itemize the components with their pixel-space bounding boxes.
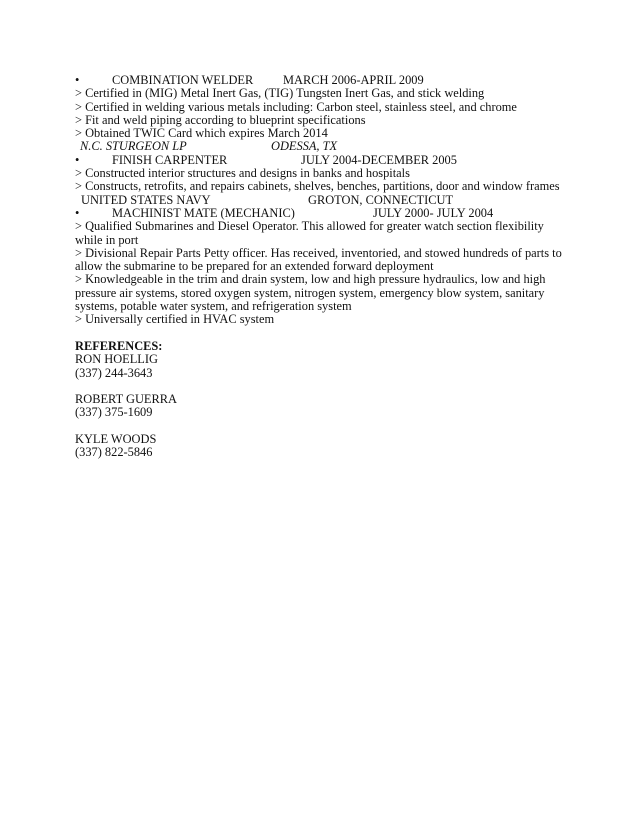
employer-line [75, 140, 565, 153]
employer-line [75, 194, 565, 207]
reference-phone: (337) 244-3643 [75, 365, 153, 380]
job-dates: JULY 2004-DECEMBER 2005 [301, 152, 457, 167]
job-duty: > Constructs, retrofits, and repairs cabinets, shelves, benches, partitions, door and window frames [75, 179, 560, 194]
job-duty: > Qualified Submarines and Diesel Operator. This allowed for greater watch section flexibility while in port [75, 219, 544, 247]
spacer [75, 327, 565, 340]
job-title: COMBINATION WELDER [112, 73, 254, 87]
employer-name: N.C. STURGEON LP [80, 139, 187, 154]
reference-phone: (337) 375-1609 [75, 405, 153, 420]
job-dates: MARCH 2006-APRIL 2009 [283, 73, 424, 87]
employer-location: ODESSA, TX [271, 139, 338, 154]
job-duty: > Knowledgeable in the trim and drain system, low and high pressure hydraulics, low and high pressure air systems, stored oxygen system, nitrogen system, emergency blow system, sanitary systems, potable water system, and refrigeration system [75, 272, 546, 314]
reference-name: RON HOELLIG [75, 352, 158, 367]
job-duty: > Obtained TWIC Card which expires March 2014 [75, 126, 328, 141]
employer-location: GROTON, CONNECTICUT [308, 192, 454, 207]
spacer [75, 380, 565, 393]
job-header [75, 207, 565, 220]
references-heading: REFERENCES: [75, 338, 163, 353]
job-header [75, 74, 565, 87]
job-header [75, 154, 565, 167]
job-duty: > Divisional Repair Parts Petty officer. Has received, inventoried, and stowed hundreds of parts to allow the submarine to be prepared for an extended forward deployment [75, 245, 562, 274]
reference-name: KYLE WOODS [75, 432, 157, 447]
job-dates: JULY 2000- JULY 2004 [373, 205, 494, 220]
job-title: MACHINIST MATE (MECHANIC) [112, 205, 295, 220]
bullet: • [75, 205, 80, 220]
employer-name: UNITED STATES NAVY [81, 192, 211, 207]
reference-name: ROBERT GUERRA [75, 392, 177, 407]
bullet: • [75, 152, 80, 167]
resume-page [75, 74, 565, 460]
spacer [75, 420, 565, 433]
job-duty: > Fit and weld piping according to blueprint specifications [75, 112, 366, 127]
job-title: FINISH CARPENTER [112, 152, 228, 167]
job-duty: > Certified in welding various metals including: Carbon steel, stainless steel, and chrome [75, 99, 517, 114]
job-duty: > Universally certified in HVAC system [75, 312, 275, 327]
reference-phone: (337) 822-5846 [75, 445, 153, 460]
job-duty: > Certified in (MIG) Metal Inert Gas, (TIG) Tungsten Inert Gas, and stick welding [75, 86, 485, 101]
job-duty: > Constructed interior structures and designs in banks and hospitals [75, 166, 410, 181]
bullet: • [75, 73, 80, 87]
